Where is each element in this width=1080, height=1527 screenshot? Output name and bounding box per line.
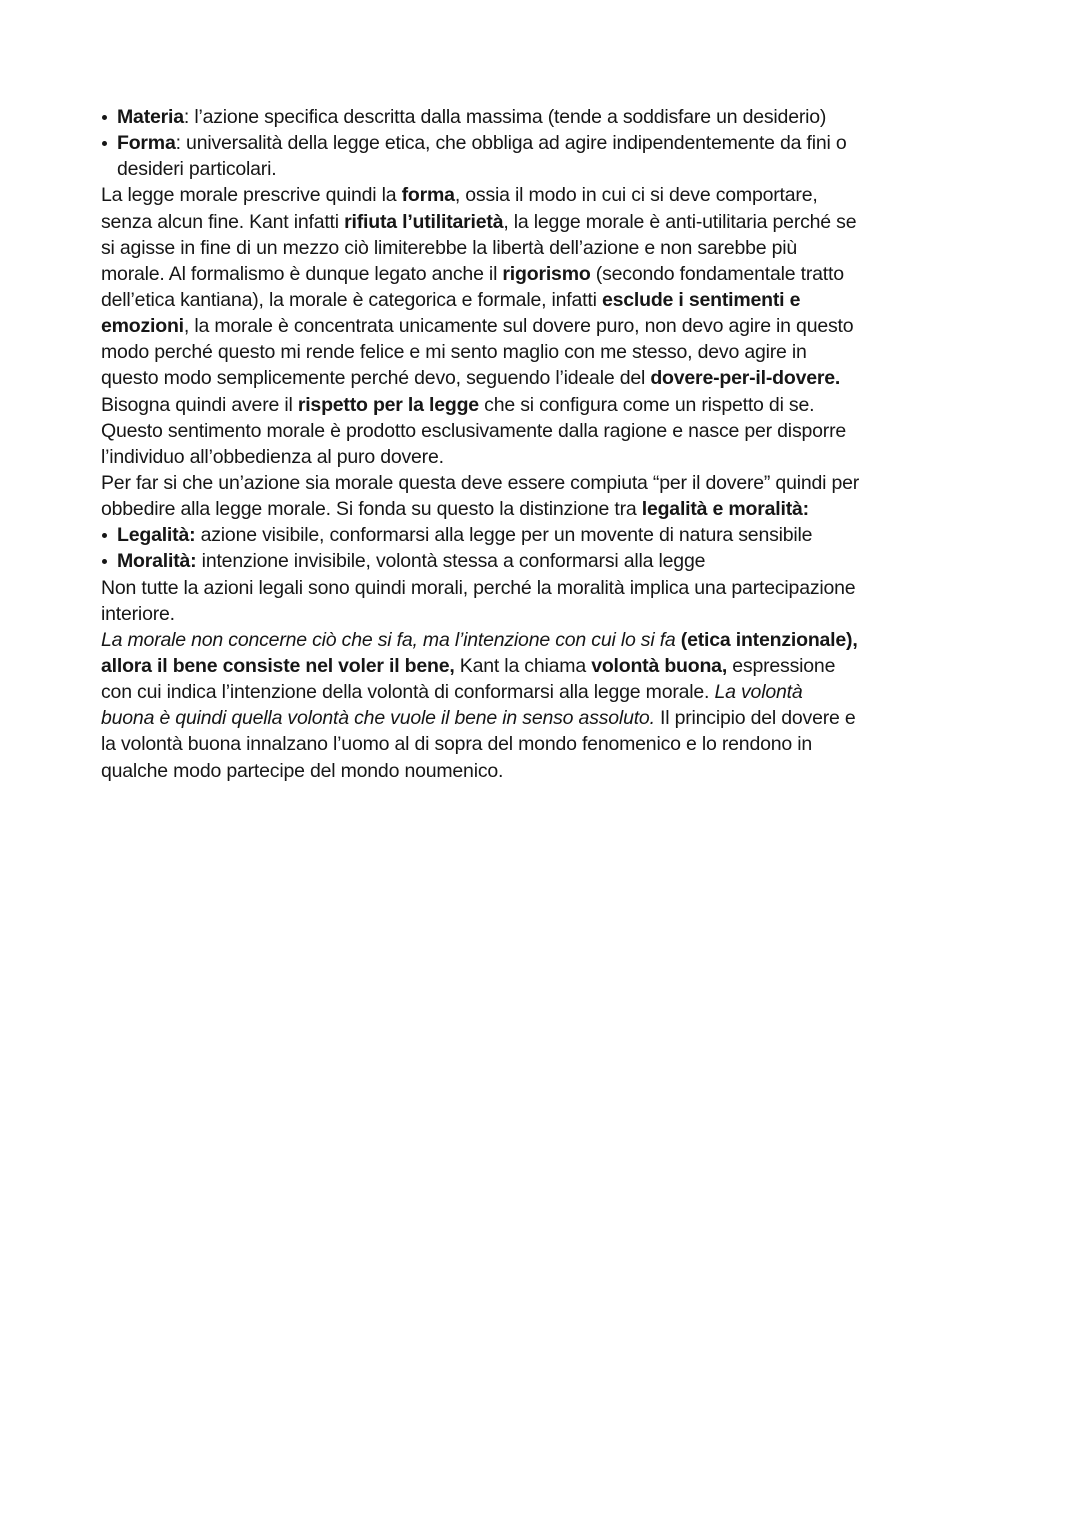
text-line-content: con cui indica l’intenzione della volontà di conformarsi alla legge morale. La volontà <box>101 681 803 704</box>
text-line <box>101 156 1031 182</box>
text-line <box>101 418 1031 444</box>
text-line <box>101 339 1031 365</box>
text-line-content: buona è quindi quella volontà che vuole il bene in senso assoluto. Il principio del dovere e <box>101 707 856 730</box>
text-line-content: obbedire alla legge morale. Si fonda su questo la distinzione tra legalità e moralità: <box>101 498 809 521</box>
text-line <box>101 601 1031 627</box>
text-line <box>101 261 1031 287</box>
text-line-content: La legge morale prescrive quindi la forma, ossia il modo in cui ci si deve comportare, <box>101 184 818 207</box>
text-line-content: Legalità: azione visibile, conformarsi alla legge per un movente di natura sensibile <box>117 524 813 547</box>
text-line <box>101 104 1031 130</box>
text-line <box>101 575 1031 601</box>
text-line-content: interiore. <box>101 602 175 625</box>
text-line-content: Non tutte la azioni legali sono quindi morali, perché la moralità implica una partecipazione <box>101 576 856 599</box>
text-line-content: Materia: l’azione specifica descritta dalla massima (tende a soddisfare un desiderio) <box>117 106 827 128</box>
text-line <box>101 705 1031 731</box>
text-line-content: Bisogna quindi avere il rispetto per la legge che si configura come un rispetto di se. <box>101 393 815 416</box>
text-line-content: dell’etica kantiana), la morale è categorica e formale, infatti esclude i sentimenti e <box>101 288 801 311</box>
text-line-content: l’individuo all’obbedienza al puro dovere. <box>101 445 444 468</box>
text-line <box>101 731 1031 757</box>
text-line-content: morale. Al formalismo è dunque legato anche il rigorismo (secondo fondamentale tratto <box>101 262 844 285</box>
text-line <box>101 496 1031 522</box>
text-line <box>101 235 1031 261</box>
text-line <box>101 392 1031 418</box>
text-line-content: Moralità: intenzione invisibile, volontà stessa a conformarsi alla legge <box>117 550 706 573</box>
text-line-content: desideri particolari. <box>117 158 277 181</box>
text-line <box>101 182 1031 208</box>
text-line <box>101 470 1031 496</box>
text-line-content: emozioni, la morale è concentrata unicamente sul dovere puro, non devo agire in questo <box>101 315 854 338</box>
text-line-content: Forma: universalità della legge etica, che obbliga ad agire indipendentemente da fini o <box>117 132 847 155</box>
text-line <box>101 522 1031 548</box>
text-line-content: qualche modo partecipe del mondo noumenico. <box>101 759 504 782</box>
bullet-icon <box>102 533 107 538</box>
text-line-content: allora il bene consiste nel voler il bene, Kant la chiama volontà buona, espressione <box>101 654 836 677</box>
text-line <box>101 758 1031 784</box>
text-line-content: la volontà buona innalzano l’uomo al di sopra del mondo fenomenico e lo rendono in <box>101 733 813 756</box>
text-line <box>101 679 1031 705</box>
text-line <box>101 653 1031 679</box>
text-line <box>101 627 1031 653</box>
text-line <box>101 313 1031 339</box>
text-line-content: modo perché questo mi rende felice e mi sento maglio con me stesso, devo agire in <box>101 341 807 364</box>
text-line-content: si agisse in fine di un mezzo ciò limiterebbe la libertà dell’azione e non sarebbe più <box>101 236 798 259</box>
text-line <box>101 444 1031 470</box>
text-line-content: Per far si che un’azione sia morale questa deve essere compiuta “per il dovere” quindi per <box>101 471 860 494</box>
text-line <box>101 287 1031 313</box>
text-line-content: Questo sentimento morale è prodotto esclusivamente dalla ragione e nasce per disporre <box>101 419 847 442</box>
text-line-content: senza alcun fine. Kant infatti rifiuta l’utilitarietà, la legge morale è anti-utilitaria perché se <box>101 210 857 233</box>
text-line <box>101 209 1031 235</box>
bullet-icon <box>102 141 107 146</box>
text-line <box>101 130 1031 156</box>
text-line <box>101 365 1031 391</box>
text-line-content: questo modo semplicemente perché devo, seguendo l’ideale del dovere-per-il-dovere. <box>101 367 841 390</box>
text-line <box>101 548 1031 574</box>
bullet-icon <box>102 115 107 120</box>
document-text <box>101 104 1031 784</box>
bullet-icon <box>102 559 107 564</box>
text-line-content: La morale non concerne ciò che si fa, ma l’intenzione con cui lo si fa (etica intenzionale), <box>101 628 858 651</box>
